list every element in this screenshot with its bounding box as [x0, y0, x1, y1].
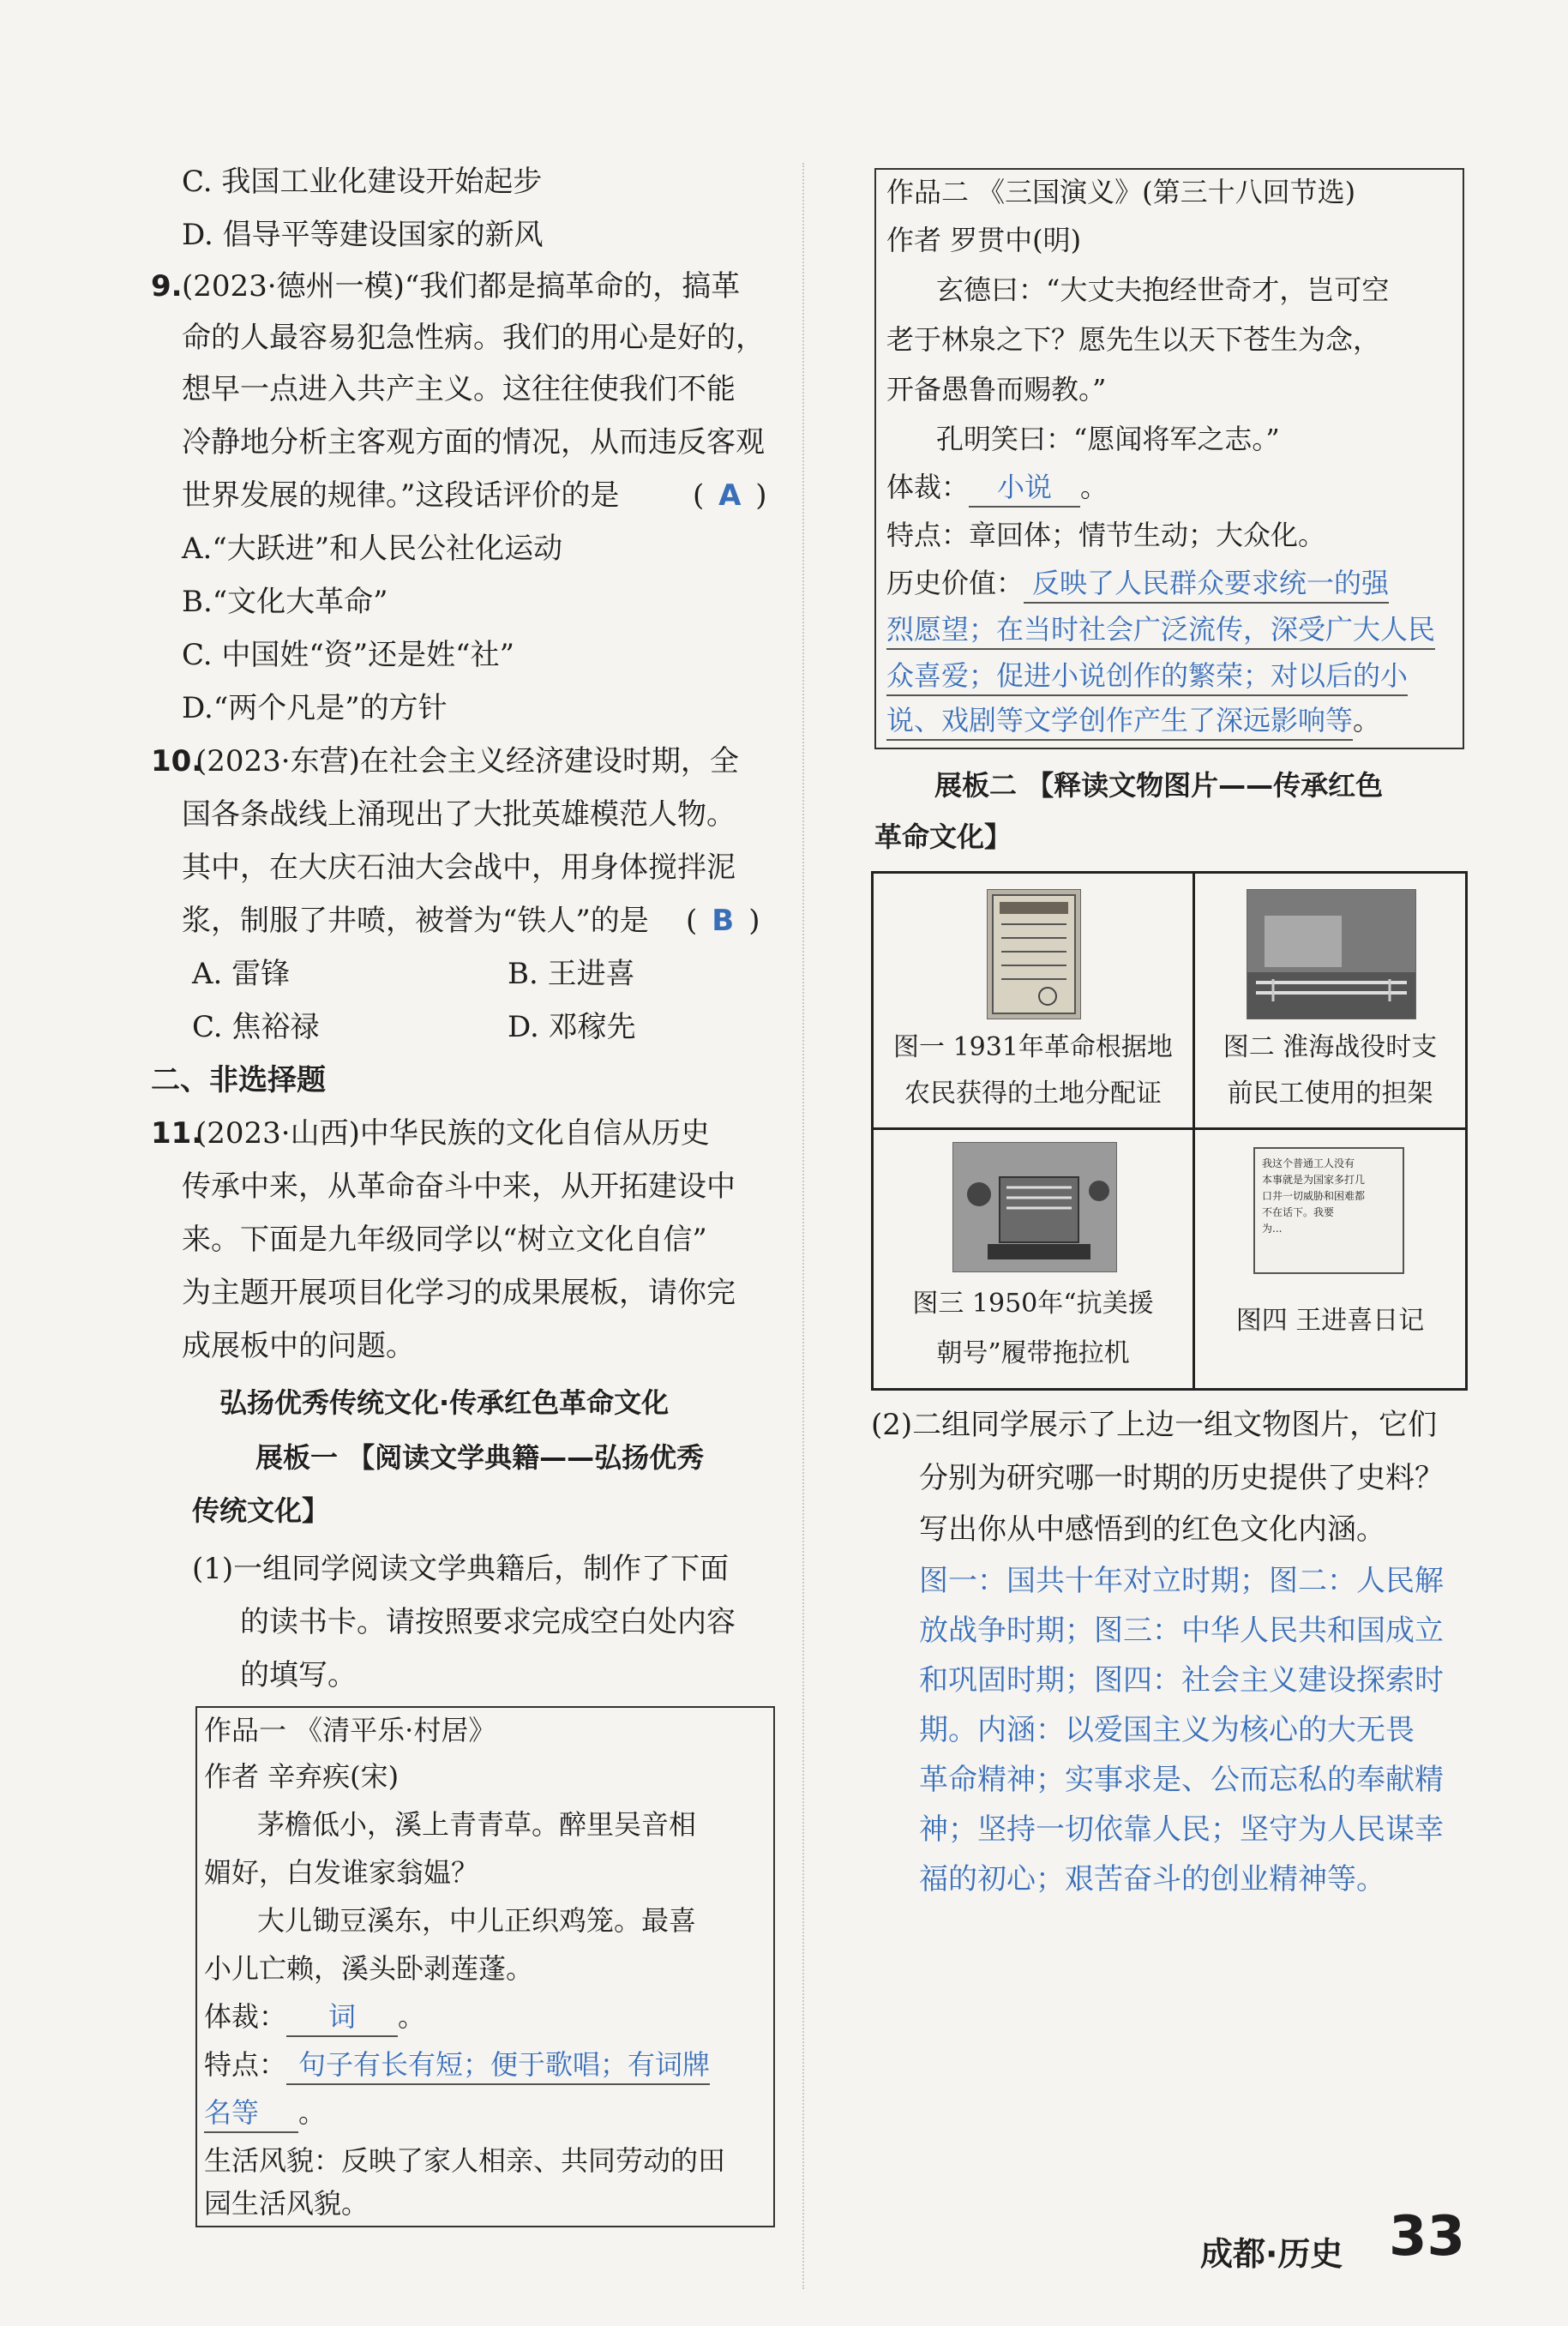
- reading-card-1: [195, 1706, 775, 2227]
- card2-text-line: 玄德曰：“大丈夫抱经世奇才，岂可空: [936, 273, 1390, 306]
- card2-value-answer: 烈愿望；在当时社会广泛流传，深受广大人民: [886, 610, 1435, 650]
- stretcher-icon: [1247, 890, 1415, 1019]
- card2-genre-answer: 小说: [969, 468, 1080, 508]
- card2-text-line: 孔明笑曰：“愿闻将军之志。”: [936, 423, 1280, 455]
- q10-stem-line: 其中，在大庆石油大会战中，用身体搅拌泥: [182, 850, 736, 885]
- figure-2-caption: 前民工使用的担架: [1227, 1079, 1433, 1109]
- card1-poem-line: 小儿亡赖，溪头卧剥莲蓬。: [204, 1952, 534, 1985]
- part2-answer-line: 和巩固时期；图四：社会主义建设探索时: [919, 1663, 1444, 1698]
- figure-2-cell: [1195, 874, 1465, 1127]
- card1-genre-label: 体裁：: [204, 2000, 287, 2033]
- section-heading: 二、非选择题: [151, 1063, 326, 1097]
- diary-line: 不在话下。我要: [1262, 1206, 1335, 1218]
- q8-option-d: D. 倡导平等建设国家的新风: [182, 218, 544, 252]
- q9-option-c: C. 中国姓“资”还是姓“社”: [182, 638, 514, 672]
- reading-card-2: [874, 168, 1464, 749]
- page-number: 33: [1389, 2205, 1466, 2269]
- card1-author: 作者 辛弃疾(宋): [204, 1760, 400, 1793]
- diary-line: 口井一切威胁和困难都: [1262, 1190, 1366, 1202]
- part2-answer-line: 图一：国共十年对立时期；图二：人民解: [919, 1564, 1444, 1598]
- card2-feature: 特点：章回体；情节生动；大众化。: [886, 519, 1326, 551]
- part1-prompt: (1)一组同学阅读文学典籍后，制作了下面: [192, 1552, 730, 1586]
- q9-answer-bracket: ( A ): [693, 478, 767, 513]
- tractor-image: [952, 1142, 1117, 1272]
- card1-feature-answer: 名等: [204, 2094, 298, 2133]
- diary-line: 本事就是为国家多打几: [1262, 1174, 1366, 1186]
- card2-genre: 体裁： 小说 。: [886, 468, 1108, 508]
- figure-2-caption: 图二 淮海战役时支: [1223, 1032, 1438, 1062]
- card1-work: 作品一 《清平乐·村居》: [204, 1714, 496, 1746]
- card1-feature-cont: 名等 。: [204, 2094, 326, 2133]
- q10-number: 10.: [151, 744, 203, 778]
- part2-prompt: 写出你从中感悟到的红色文化内涵。: [919, 1512, 1385, 1547]
- card2-value-label: 历史价值：: [886, 567, 1024, 599]
- card2-value-cont: [886, 657, 1408, 696]
- q11-stem-line: 为主题开展项目化学习的成果展板，请你完: [182, 1276, 736, 1310]
- figure-4-caption: 图四 王进喜日记: [1235, 1306, 1425, 1336]
- q11-stem-line: (2023·山西)中华民族的文化自信从历史: [195, 1116, 710, 1151]
- part2-prompt: 分别为研究哪一时期的历史提供了史料？: [919, 1461, 1444, 1495]
- q9-stem-line: 世界发展的规律。”这段话评价的是: [182, 478, 620, 513]
- q10-answer: B: [712, 904, 735, 938]
- q9-option-b: B.“文化大革命”: [182, 585, 388, 619]
- theme-title: 弘扬优秀传统文化·传承红色革命文化: [219, 1386, 670, 1419]
- board2-title: 革命文化】: [874, 820, 1012, 853]
- diary-line: 我这个普通工人没有: [1262, 1157, 1355, 1169]
- artifact-grid: [871, 871, 1468, 1391]
- figure-4-cell: [1195, 1130, 1465, 1388]
- q9-stem-line: 命的人最容易犯急性病。我们的用心是好的，: [182, 321, 765, 355]
- land-certificate-icon: [988, 890, 1080, 1019]
- part2-answer-line: 福的初心；艰苦奋斗的创业精神等。: [919, 1862, 1385, 1896]
- card2-value-answer: 说、戏剧等文学创作产生了深远影响等: [886, 701, 1353, 741]
- q10-stem-line: 浆，制服了井喷，被誉为“铁人”的是: [182, 904, 649, 938]
- card1-poem-line: 媚好，白发谁家翁媪？: [204, 1856, 479, 1889]
- part2-prompt: (2)二组同学展示了上边一组文物图片，它们: [871, 1408, 1438, 1442]
- card2-author: 作者 罗贯中(明): [886, 224, 1082, 256]
- q11-stem-line: 成展板中的问题。: [182, 1329, 415, 1363]
- figure-3-caption: 朝号”履带拖拉机: [936, 1338, 1130, 1368]
- q9-number: 9.: [151, 269, 183, 304]
- card2-genre-label: 体裁：: [886, 471, 970, 503]
- figure-3-caption: 图三 1950年“抗美援: [912, 1289, 1154, 1319]
- figure-1-caption: 图一 1931年革命根据地: [893, 1032, 1173, 1062]
- q10-stem-line: 国各条战线上涌现出了大批英雄模范人物。: [182, 797, 736, 832]
- card2-value-cont: 说、戏剧等文学创作产生了深远影响等。: [886, 701, 1380, 741]
- card2-value-cont: [886, 610, 1435, 650]
- column-divider: [802, 163, 804, 2289]
- card1-poem-line: 大儿锄豆溪东，中儿正织鸡笼。最喜: [257, 1904, 697, 1937]
- part2-answer-line: 期。内涵：以爱国主义为核心的大无畏: [919, 1713, 1415, 1747]
- q9-answer: A: [718, 478, 742, 513]
- card1-life: 园生活风貌。: [204, 2187, 369, 2220]
- q9-stem-line: (2023·德州一模)“我们都是搞革命的，搞革: [182, 269, 741, 304]
- q10-option-d: D. 邓稼先: [508, 1010, 636, 1044]
- card1-life: 生活风貌：反映了家人相亲、共同劳动的田: [204, 2144, 726, 2177]
- card2-text-line: 老于林泉之下？愿先生以天下苍生为念，: [886, 323, 1381, 356]
- card1-feature: [204, 2046, 710, 2085]
- diary-image: [1253, 1147, 1404, 1274]
- card2-value-answer: 众喜爱；促进小说创作的繁荣；对以后的小: [886, 657, 1408, 696]
- board1-title: 展板一 【阅读文学典籍——弘扬优秀: [255, 1441, 705, 1474]
- q9-stem-line: 冷静地分析主客观方面的情况，从而违反客观: [182, 425, 765, 460]
- q10-option-b: B. 王进喜: [508, 957, 635, 991]
- q10-option-c: C. 焦裕禄: [192, 1010, 320, 1044]
- q9-option-a: A.“大跃进”和人民公社化运动: [182, 532, 563, 566]
- tractor-icon: [953, 1143, 1116, 1271]
- q10-option-a: A. 雷锋: [192, 957, 291, 991]
- part2-answer-line: 放战争时期；图三：中华人民共和国成立: [919, 1614, 1444, 1648]
- part1-prompt: 的填写。: [240, 1658, 357, 1692]
- q10-answer-bracket: ( B ): [686, 904, 760, 938]
- q11-number: 11.: [151, 1116, 203, 1151]
- card1-poem-line: 茅檐低小，溪上青青草。醉里吴音相: [257, 1808, 697, 1841]
- part1-prompt: 的读书卡。请按照要求完成空白处内容: [240, 1605, 736, 1639]
- footer-label: 成都·历史: [1200, 2235, 1343, 2273]
- board2-title: 展板二 【释读文物图片——传承红色: [934, 769, 1384, 802]
- part2-answer-line: 革命精神；实事求是、公而忘私的奉献精: [919, 1763, 1444, 1797]
- diary-line: 为...: [1262, 1223, 1283, 1235]
- board1-title: 传统文化】: [192, 1494, 330, 1527]
- card1-feature-answer: 句子有长有短；便于歌唱；有词牌: [286, 2046, 710, 2085]
- card2-work: 作品二 《三国演义》(第三十八回节选): [886, 176, 1356, 208]
- figure-1-caption: 农民获得的土地分配证: [904, 1079, 1162, 1109]
- figure-1-cell: [874, 874, 1193, 1127]
- figure-3-cell: [874, 1130, 1193, 1388]
- land-certificate-image: [987, 889, 1081, 1019]
- q9-stem-line: 想早一点进入共产主义。这往往使我们不能: [182, 372, 736, 406]
- q10-stem-line: (2023·东营)在社会主义经济建设时期，全: [195, 744, 739, 778]
- card1-genre-answer: 词: [286, 1998, 398, 2037]
- q8-option-c: C. 我国工业化建设开始起步: [182, 165, 543, 199]
- card1-feature-label: 特点：: [204, 2048, 287, 2081]
- q9-option-d: D.“两个凡是”的方针: [182, 691, 448, 725]
- card2-value-answer: 反映了人民群众要求统一的强: [1024, 564, 1389, 604]
- card2-text-line: 开备愚鲁而赐教。”: [886, 373, 1107, 406]
- q11-stem-line: 传承中来，从革命奋斗中来，从开拓建设中: [182, 1169, 736, 1204]
- card2-value: [886, 564, 1389, 604]
- stretcher-image: [1247, 889, 1416, 1019]
- part2-answer-line: 神；坚持一切依靠人民；坚守为人民谋幸: [919, 1812, 1444, 1847]
- card1-genre: 体裁： 词 。: [204, 1998, 425, 2037]
- q11-stem-line: 来。下面是九年级同学以“树立文化自信”: [182, 1223, 707, 1257]
